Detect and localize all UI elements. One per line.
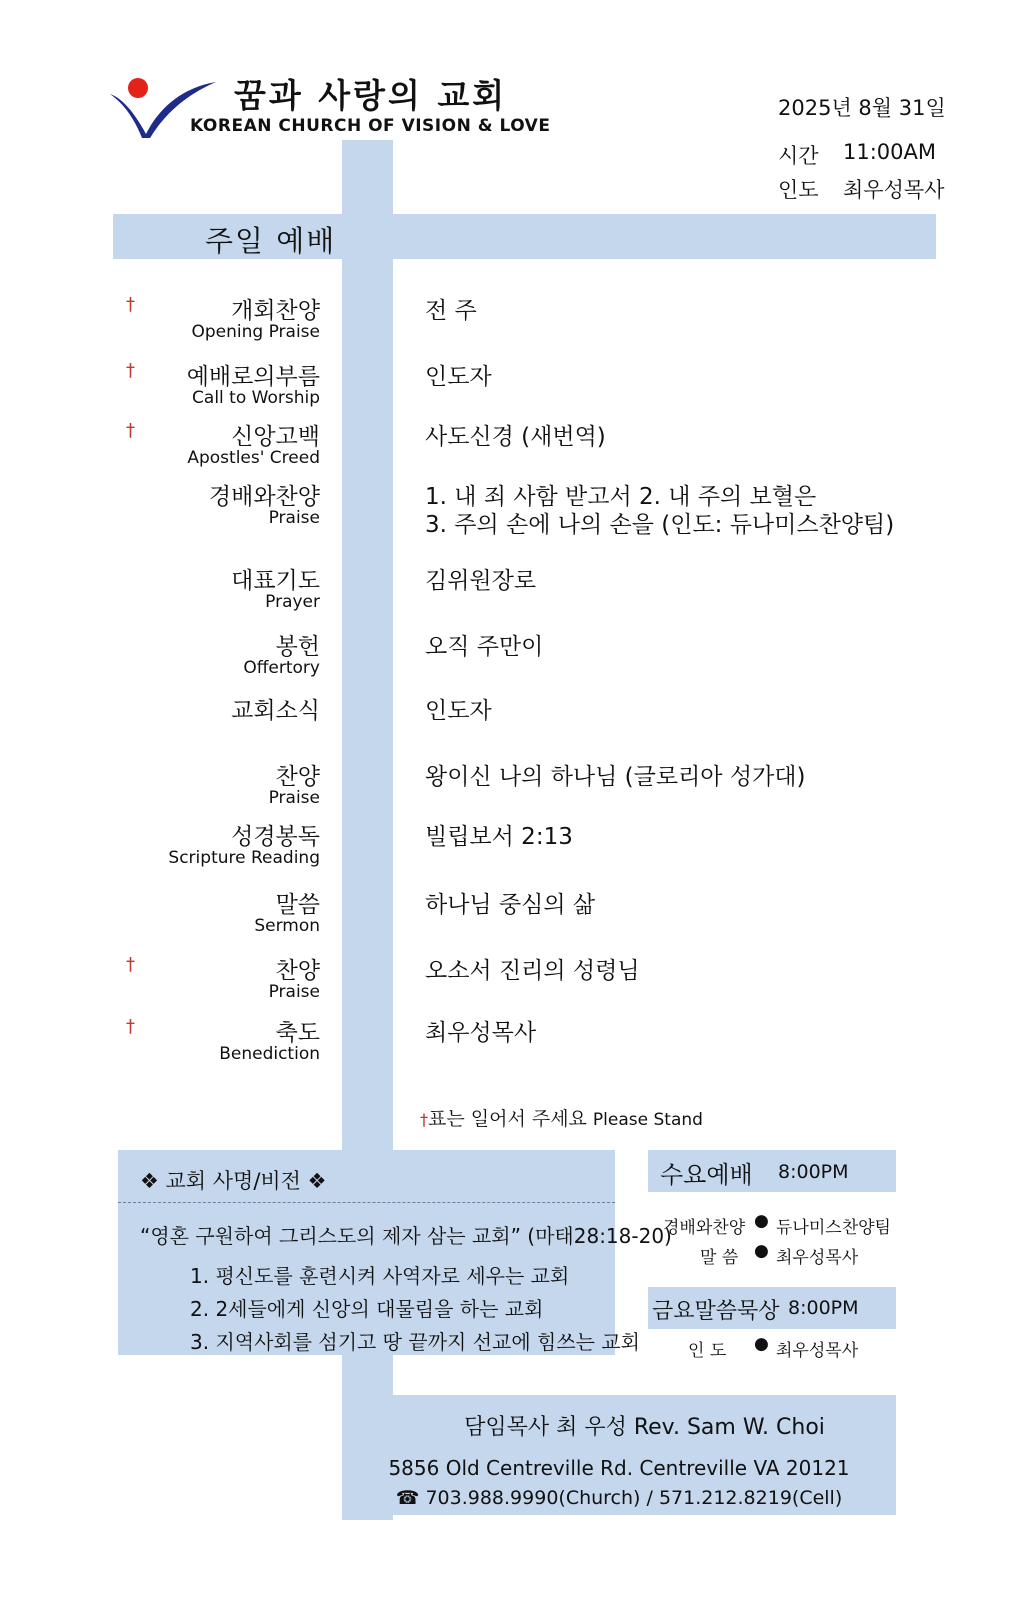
stand-mark-icon: † bbox=[126, 360, 135, 381]
bullet-icon: ● bbox=[754, 1334, 769, 1354]
worship-item-korean: 말씀 bbox=[275, 892, 320, 918]
worship-item-english: Praise bbox=[268, 508, 320, 528]
worship-item-value: 1. 내 죄 사함 받고서 2. 내 주의 보혈은 bbox=[425, 484, 817, 510]
worship-title: 주일 예배 bbox=[205, 224, 337, 258]
stand-note-english: Please Stand bbox=[592, 1110, 703, 1130]
leader-value: 최우성목사 bbox=[843, 178, 945, 202]
stand-mark-icon: † bbox=[420, 1110, 428, 1129]
worship-item-korean: 교회소식 bbox=[231, 698, 320, 724]
stand-mark-icon: † bbox=[126, 1016, 135, 1037]
worship-item-value: 오소서 진리의 성령님 bbox=[425, 958, 640, 984]
mission-item: 1. 평신도를 훈련시켜 사역자로 세우는 교회 bbox=[190, 1264, 570, 1288]
stand-mark-icon: † bbox=[126, 294, 135, 315]
wednesday-row-label: 말 씀 bbox=[700, 1248, 739, 1268]
mission-item: 2. 2세들에게 신앙의 대물림을 하는 교회 bbox=[190, 1297, 544, 1321]
friday-time: 8:00PM bbox=[788, 1297, 859, 1319]
worship-item-english: Prayer bbox=[265, 592, 320, 612]
worship-item-korean: 찬양 bbox=[275, 764, 320, 790]
church-phone: ☎ 703.988.9990(Church) / 571.212.8219(Cell) bbox=[395, 1487, 843, 1509]
worship-item-korean: 찬양 bbox=[275, 958, 320, 984]
church-name-korean: 꿈과 사랑의 교회 bbox=[234, 76, 508, 115]
worship-item-value: 인도자 bbox=[425, 698, 492, 724]
worship-item-value: 전 주 bbox=[425, 298, 477, 324]
leader-label: 인도 bbox=[778, 178, 819, 202]
worship-item-english: Praise bbox=[268, 788, 320, 808]
wednesday-row-value: 최우성목사 bbox=[776, 1248, 859, 1268]
worship-item-value: 최우성목사 bbox=[425, 1020, 537, 1046]
mission-title: ❖ 교회 사명/비전 ❖ bbox=[140, 1169, 327, 1193]
friday-row-label: 인 도 bbox=[688, 1341, 727, 1361]
friday-title: 금요말씀묵상 bbox=[652, 1299, 780, 1324]
stand-mark-icon: † bbox=[126, 954, 135, 975]
worship-item-english: Apostles' Creed bbox=[187, 448, 320, 468]
worship-item-value: 김위원장로 bbox=[425, 568, 537, 594]
worship-item-korean: 신앙고백 bbox=[231, 424, 320, 450]
worship-item-english: Benediction bbox=[219, 1044, 320, 1064]
stand-note bbox=[420, 1104, 703, 1131]
worship-item-english: Call to Worship bbox=[192, 388, 320, 408]
pastor-name: 담임목사 최 우성 Rev. Sam W. Choi bbox=[464, 1415, 825, 1440]
bullet-icon: ● bbox=[754, 1211, 769, 1231]
worship-item-value: 3. 주의 손에 나의 손을 (인도: 듀나미스찬양팀) bbox=[425, 512, 895, 538]
friday-row-value: 최우성목사 bbox=[776, 1341, 859, 1361]
worship-item-english: Opening Praise bbox=[191, 322, 320, 342]
mission-item: 3. 지역사회를 섬기고 땅 끝까지 선교에 힘쓰는 교회 bbox=[190, 1330, 640, 1354]
worship-item-value: 인도자 bbox=[425, 364, 492, 390]
wednesday-row-value: 듀나미스찬양팀 bbox=[776, 1218, 891, 1238]
time-label: 시간 bbox=[778, 144, 819, 168]
worship-item-english: Sermon bbox=[254, 916, 320, 936]
stand-note-korean: 표는 일어서 주세요 bbox=[428, 1108, 587, 1130]
church-address: 5856 Old Centreville Rd. Centreville VA 20121 bbox=[388, 1456, 850, 1480]
worship-item-korean: 개회찬양 bbox=[231, 298, 320, 324]
worship-item-value: 오직 주만이 bbox=[425, 634, 544, 660]
wednesday-row-label: 경배와찬양 bbox=[663, 1218, 746, 1238]
worship-item-korean: 축도 bbox=[275, 1020, 320, 1046]
worship-item-value: 하나님 중심의 삶 bbox=[425, 892, 596, 918]
worship-item-korean: 예배로의부름 bbox=[186, 364, 320, 390]
worship-item-value: 사도신경 (새번역) bbox=[425, 424, 606, 450]
time-value: 11:00AM bbox=[843, 140, 937, 164]
worship-item-korean: 봉헌 bbox=[275, 634, 320, 660]
worship-item-value: 왕이신 나의 하나님 (글로리아 성가대) bbox=[425, 764, 806, 790]
worship-item-korean: 경배와찬양 bbox=[208, 484, 320, 510]
worship-item-value: 빌립보서 2:13 bbox=[425, 824, 573, 850]
wednesday-time: 8:00PM bbox=[778, 1161, 849, 1183]
wednesday-title: 수요예배 bbox=[660, 1161, 753, 1189]
worship-item-english: Scripture Reading bbox=[168, 848, 320, 868]
worship-item-korean: 대표기도 bbox=[231, 568, 320, 594]
worship-item-english: Praise bbox=[268, 982, 320, 1002]
church-name-english: KOREAN CHURCH OF VISION & LOVE bbox=[190, 116, 551, 136]
mission-divider bbox=[118, 1202, 615, 1203]
service-date: 2025년 8월 31일 bbox=[778, 96, 946, 120]
stand-mark-icon: † bbox=[126, 420, 135, 441]
mission-quote: “영혼 구원하여 그리스도의 제자 삼는 교회” (마태28:18-20) bbox=[140, 1224, 672, 1248]
worship-item-korean: 성경봉독 bbox=[231, 824, 320, 850]
worship-item-english: Offertory bbox=[243, 658, 320, 678]
bullet-icon: ● bbox=[754, 1241, 769, 1261]
